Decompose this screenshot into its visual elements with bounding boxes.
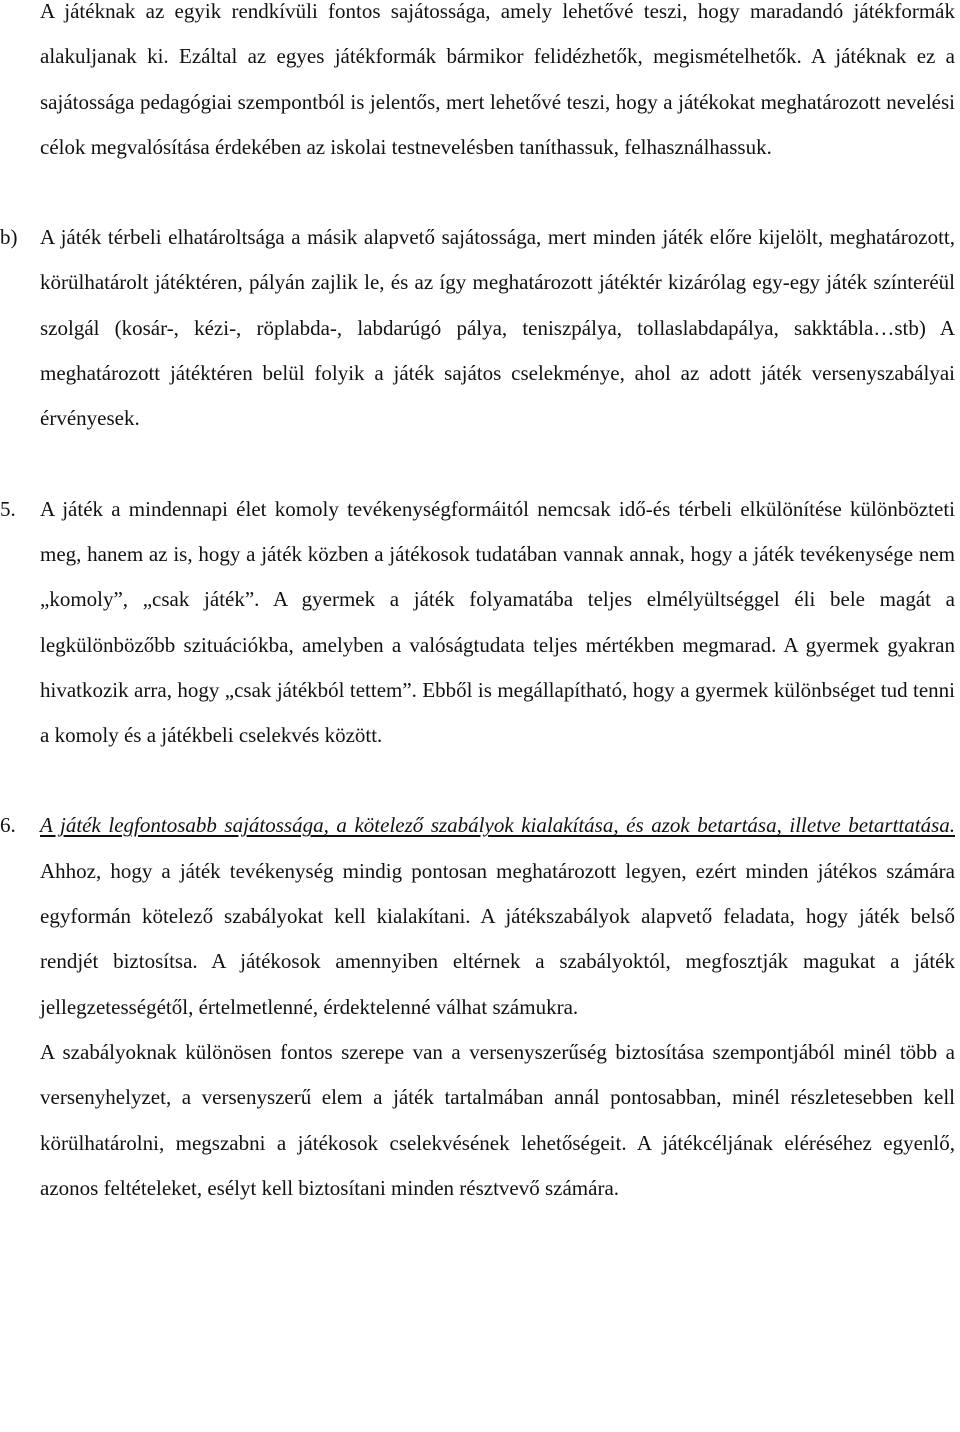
- list-marker-6: 6.: [0, 813, 16, 838]
- paragraph-intro: A játéknak az egyik rendkívüli fontos sajátossága, amely lehetővé teszi, hogy maradandó játékformák alakuljanak ki. Ezáltal az egyes játékformák bármikor felidézhetők, megismételhetők. A játéknak ez a sajátossága pedagógiai szempontból is jelentős, mert lehetővé teszi, hogy a játékokat meghatározott nevelési célok megvalósítása érdekében az iskolai testnevelésben taníthassuk, felhasználhassuk.: [40, 0, 955, 159]
- list-item-6-text: Ahhoz, hogy a játék tevékenység mindig pontosan meghatározott legyen, ezért minden játékos számára egyformán kötelező szabályokat kell kialakítani. A játékszabályok alapvető feladata, hogy játék belső rendjét biztosítsa. A játékosok amennyiben eltérnek a szabályoktól, megfosztják magukat a játék jellegzetességétől, értelmetlenné, érdektelenné válhat számukra.: [40, 858, 955, 1019]
- list-marker-5: 5.: [0, 496, 16, 521]
- list-item-5-text: A játék a mindennapi élet komoly tevékenységformáitól nemcsak idő-és térbeli elkülönítése különbözteti meg, hanem az is, hogy a játék közben a játékosok tudatában vannak annak, hogy a játék tevékenysége nem „komoly”, „csak játék”. A gyermek a játék folyamatába teljes elmélyültséggel éli bele magát a legkülönbözőbb szituációkba, amelyben a valóságtudata teljes mértékben megmarad. A gyermek gyakran hivatkozik arra, hogy „csak játékból tettem”. Ebből is megállapítható, hogy a gyermek különbséget tud tenni a komoly és a játékbeli cselekvés között.: [40, 496, 955, 748]
- list-item-6: [0, 803, 955, 1029]
- list-marker-b: b): [0, 225, 18, 250]
- list-item-b-text: A játék térbeli elhatároltsága a másik alapvető sajátossága, mert minden játék előre kijelölt, meghatározott, körülhatárolt játéktéren, pályán zajlik le, és az így meghatározott játéktér kizárólag egy-egy játék színteréül szolgál (kosár-, kézi-, röplabda-, labdarúgó pálya, teniszpálya, tollaslabdapálya, sakktábla…stb) A meghatározott játéktéren belül folyik a játék sajátos cselekménye, ahol az adott játék versenyszabályai érvényesek.: [40, 225, 955, 431]
- paragraph-continuation: A szabályoknak különösen fontos szerepe van a versenyszerűség biztosítása szempontjából minél több a versenyhelyzet, a versenyszerű elem a játék tartalmában annál pontosabban, minél részletesebben kell körülhatárolni, megszabni a játékosok cselekvésének lehetőségeit. A játékcéljának eléréséhez egyenlő, azonos feltételeket, esélyt kell biztosítani minden résztvevő számára.: [40, 1039, 955, 1200]
- list-item-5: [0, 487, 955, 759]
- list-item-b: [0, 215, 955, 441]
- list-item-6-heading: A játék legfontosabb sajátossága, a kötelező szabályok kialakítása, és azok betartása, illetve betarttatása.: [40, 813, 955, 838]
